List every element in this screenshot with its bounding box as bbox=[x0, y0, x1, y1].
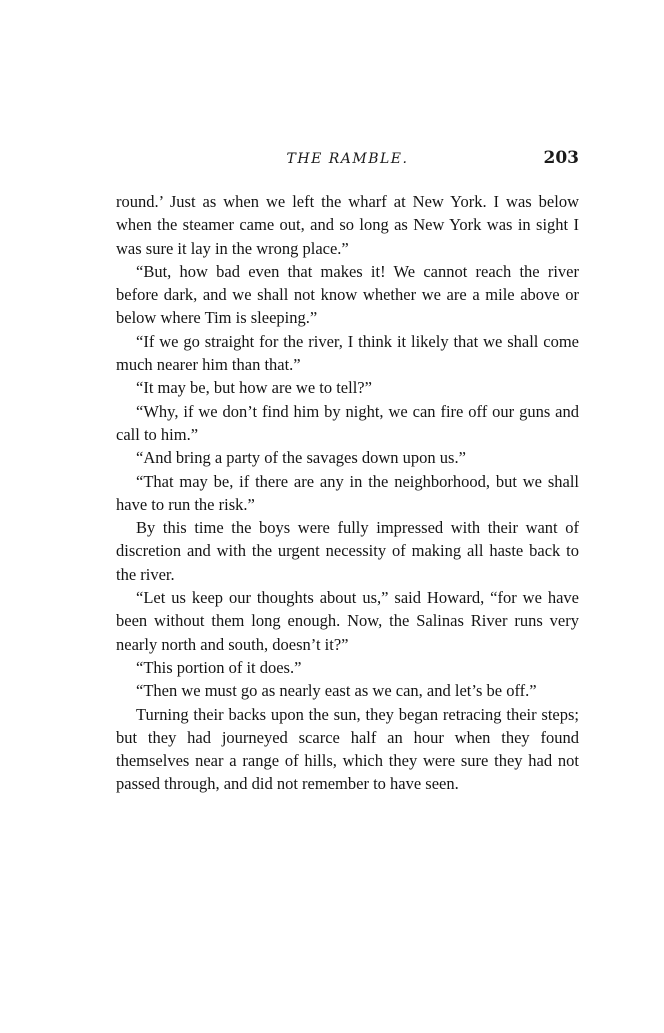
paragraph: “Why, if we don’t find him by night, we can fire off our guns and call to him.” bbox=[116, 401, 579, 444]
page-number: 203 bbox=[543, 148, 579, 168]
paragraph: “It may be, but how are we to tell?” bbox=[136, 378, 372, 398]
paragraph: “But, how bad even that makes it! We cannot reach the river before dark, and we shall not know whether we are a mile above or below where Tim is sleeping.” bbox=[116, 261, 579, 328]
paragraph: “That may be, if there are any in the neighborhood, but we shall have to run the risk.” bbox=[116, 471, 579, 514]
paragraph: round.’ Just as when we left the wharf at New York. I was below when the steamer came out, and so long as New York was in sight I was sure it lay in the wrong place.” bbox=[116, 192, 579, 258]
paragraph: Turning their backs upon the sun, they began retracing their steps; but they had journeyed scarce half an hour when they found themselves near a range of hills, which they were sure they had not passed through, and did not remember to have seen. bbox=[116, 704, 579, 794]
paragraph: “This portion of it does.” bbox=[136, 657, 302, 677]
paragraph: “Then we must go as nearly east as we can, and let’s be off.” bbox=[136, 681, 537, 701]
paragraph: “If we go straight for the river, I think it likely that we shall come much nearer him than that.” bbox=[116, 331, 579, 375]
paragraph: By this time the boys were fully impressed with their want of discretion and with the urgent necessity of making all haste back to the river. bbox=[116, 518, 579, 584]
paragraph: “Let us keep our thoughts about us,” said Howard, “for we have been without them long enough. Now, the Salinas River runs very nearly north and south, doesn’t it?” bbox=[116, 588, 579, 654]
paragraph: “And bring a party of the savages down upon us.” bbox=[136, 448, 466, 468]
running-title: THE RAMBLE. bbox=[286, 151, 409, 167]
body-text bbox=[116, 190, 579, 796]
running-head bbox=[116, 146, 579, 172]
